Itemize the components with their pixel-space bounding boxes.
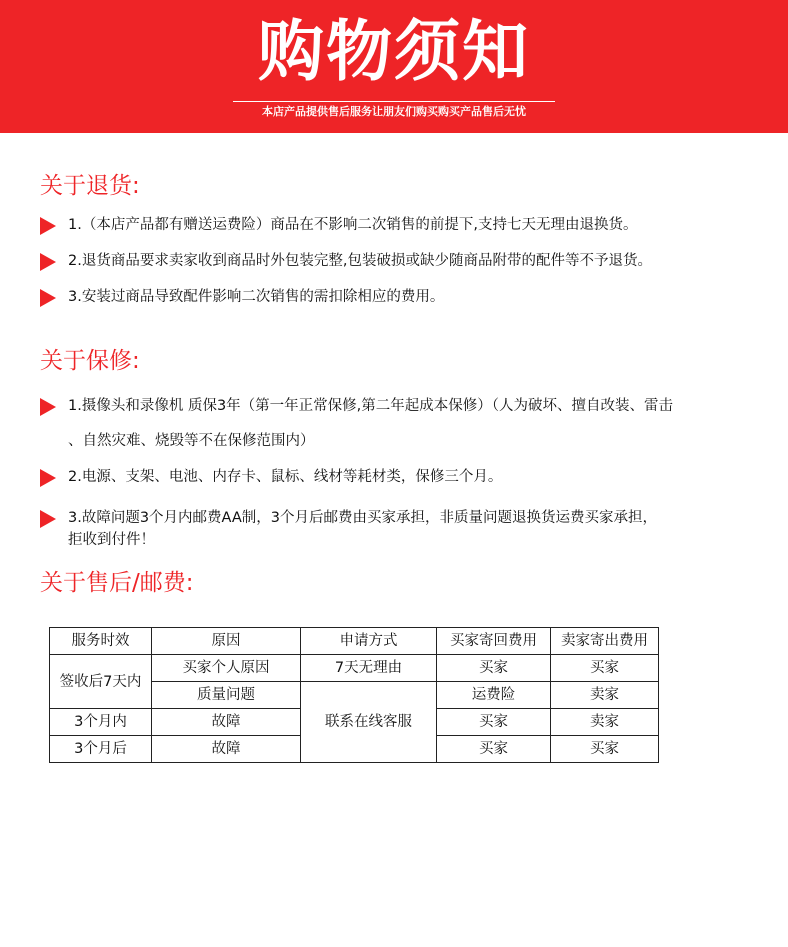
table-cell: 买家个人原因 — [152, 655, 301, 682]
page-title: 购物须知 — [258, 13, 530, 90]
table-cell: 故障 — [152, 709, 301, 736]
arrow-right-icon — [40, 217, 56, 235]
table-cell: 7天无理由 — [301, 655, 437, 682]
table-cell: 买家 — [437, 709, 551, 736]
returns-item-text: 1.（本店产品都有赠送运费险）商品在不影响二次销售的前提下,支持七天无理由退换货。 — [68, 217, 638, 233]
arrow-right-icon — [40, 289, 56, 307]
aftersales-table — [49, 627, 659, 763]
warranty-item-text-cont: 拒收到付件！ — [68, 532, 155, 548]
arrow-right-icon — [40, 469, 56, 487]
table-header: 服务时效 — [50, 628, 152, 655]
arrow-right-icon — [40, 253, 56, 271]
table-cell: 买家 — [437, 655, 551, 682]
table-cell: 故障 — [152, 736, 301, 763]
table-cell: 卖家 — [551, 709, 659, 736]
warranty-item-text-cont: 、自然灾难、烧毁等不在保修范围内） — [68, 433, 315, 449]
table-cell: 3个月内 — [50, 709, 152, 736]
arrow-right-icon — [40, 398, 56, 416]
table-cell: 联系在线客服 — [301, 682, 437, 763]
table-cell: 买家 — [437, 736, 551, 763]
table-row — [50, 655, 659, 682]
table-cell: 3个月后 — [50, 736, 152, 763]
arrow-right-icon — [40, 510, 56, 528]
returns-item-text: 3.安装过商品导致配件影响二次销售的需扣除相应的费用。 — [68, 289, 445, 305]
table-header: 原因 — [152, 628, 301, 655]
returns-heading: 关于退货: — [40, 173, 140, 199]
page-subtitle: 本店产品提供售后服务让朋友们购买购买产品售后无忧 — [262, 105, 526, 118]
warranty-item-text: 3.故障问题3个月内邮费AA制，3个月后邮费由买家承担，非质量问题退换货运费买家承担， — [68, 510, 658, 526]
aftersales-heading: 关于售后/邮费: — [40, 570, 194, 596]
table-header: 买家寄回费用 — [437, 628, 551, 655]
table-header: 卖家寄出费用 — [551, 628, 659, 655]
warranty-heading: 关于保修: — [40, 348, 140, 374]
title-divider — [233, 101, 555, 102]
table-cell: 卖家 — [551, 682, 659, 709]
returns-item-text: 2.退货商品要求卖家收到商品时外包装完整,包装破损或缺少随商品附带的配件等不予退货。 — [68, 253, 652, 269]
table-header: 申请方式 — [301, 628, 437, 655]
table-cell: 运费险 — [437, 682, 551, 709]
table-cell: 质量问题 — [152, 682, 301, 709]
header-banner — [0, 0, 788, 133]
warranty-item-text: 2.电源、支架、电池、内存卡、鼠标、线材等耗材类，保修三个月。 — [68, 469, 503, 485]
table-cell: 买家 — [551, 655, 659, 682]
warranty-item-text: 1.摄像头和录像机 质保3年（第一年正常保修,第二年起成本保修）（人为破坏、擅自改装、雷击 — [68, 398, 674, 414]
table-cell: 签收后7天内 — [50, 655, 152, 709]
table-cell: 买家 — [551, 736, 659, 763]
table-header-row — [50, 628, 659, 655]
